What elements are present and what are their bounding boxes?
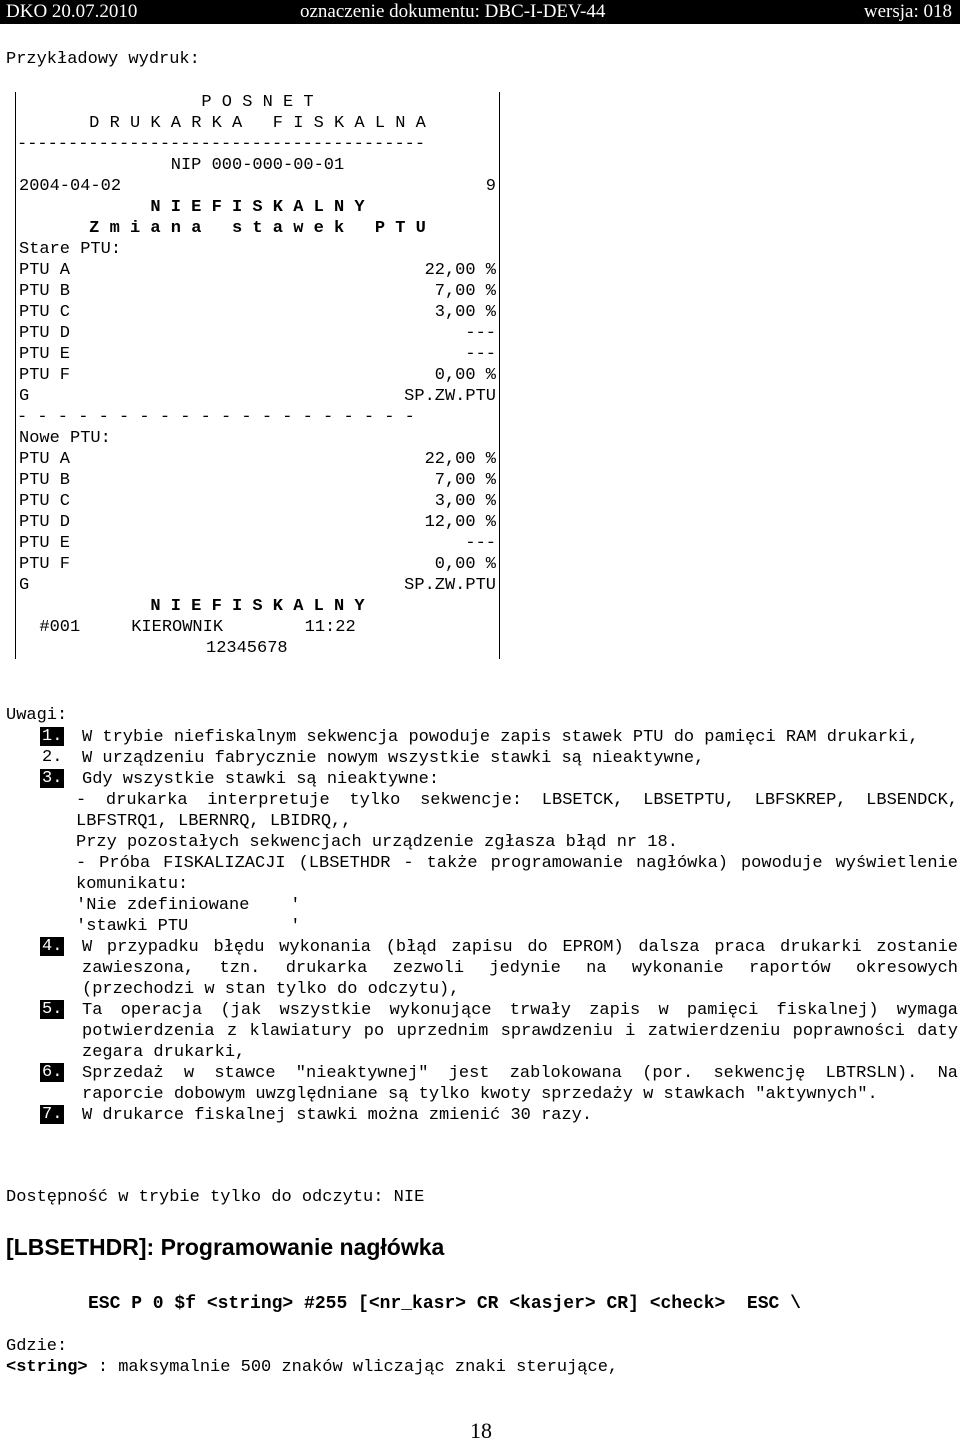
ptu-name: PTU F [19, 555, 71, 574]
ptu-row [15, 491, 500, 512]
ptu-name: PTU C [19, 492, 71, 511]
note-subtext: - drukarka interpretuje tylko sekwencje: LBSETCK, LBSETPTU, LBFSKREP, LBSENDCK, LBFSTRQ1, LBERNRQ, LBIDRQ,, [76, 791, 958, 831]
receipt-line [15, 176, 500, 197]
ptu-row [15, 386, 500, 407]
note-number: 4. [42, 937, 63, 956]
ptu-name: PTU D [19, 513, 71, 532]
ptu-value: --- [465, 345, 496, 364]
ptu-row [15, 365, 500, 386]
note-text: W drukarce fiskalnej stawki można zmienić 30 razy. [82, 1106, 593, 1125]
note-item [0, 937, 960, 1000]
note-number: 2. [42, 748, 63, 767]
ptu-name: G [19, 576, 30, 595]
parameter-name: <string> [6, 1358, 88, 1377]
note-number: 6. [42, 1063, 63, 1082]
receipt-line [15, 197, 500, 218]
receipt-line [15, 596, 500, 617]
note-item [0, 769, 960, 937]
ptu-value: 7,00 % [434, 471, 496, 490]
ptu-name: PTU B [19, 471, 71, 490]
note-text: W urządzeniu fabrycznie nowym wszystkie stawki są nieaktywne, [82, 749, 705, 768]
note-subtext: - Próba FISKALIZACJI (LBSETHDR - także programowanie nagłówka) powoduje wyświetlenie komunikatu: [76, 854, 958, 894]
note-text: W trybie niefiskalnym sekwencja powoduje zapis stawek PTU do pamięci RAM drukarki, [82, 728, 919, 747]
note-text: Sprzedaż w stawce "nieaktywnej" jest zablokowana (por. sekwencję LBTRSLN). Na raporcie dobowym uwzględniane są tylko kwoty sprzedaży w stawkach "aktywnych". [82, 1064, 958, 1104]
ptu-value: 7,00 % [434, 282, 496, 301]
ptu-value: 12,00 % [424, 513, 496, 532]
receipt-change-title: Z m i a n a s t a w e k P T U [89, 219, 426, 238]
receipt-printout [15, 92, 500, 659]
receipt-line [15, 407, 500, 428]
receipt-line [15, 617, 500, 638]
ptu-row [15, 260, 500, 281]
receipt-separator: ---------------------------------------- [17, 135, 426, 154]
ptu-row [15, 449, 500, 470]
page-header [0, 0, 960, 24]
receipt-line [15, 92, 500, 113]
ptu-row [15, 512, 500, 533]
note-number: 3. [42, 769, 63, 788]
ptu-row [15, 302, 500, 323]
note-item [0, 1063, 960, 1105]
ptu-value: 0,00 % [434, 555, 496, 574]
receipt-line [15, 155, 500, 176]
receipt-cashier-line: #001 KIEROWNIK 11:22 [19, 618, 356, 637]
ptu-name: PTU A [19, 450, 71, 469]
ptu-value: 0,00 % [434, 366, 496, 385]
ptu-value: --- [465, 324, 496, 343]
notes-list [0, 727, 960, 1126]
header-date: DKO 20.07.2010 [6, 1, 138, 22]
note-item [0, 1105, 960, 1126]
page-number: 18 [470, 1418, 492, 1443]
ptu-value: 3,00 % [434, 303, 496, 322]
receipt-line [15, 218, 500, 239]
dash-separator: - - - - - - - - - - - - - - - - - - - - [17, 408, 426, 427]
header-version: wersja: 018 [863, 1, 952, 22]
note-number: 5. [42, 1000, 63, 1019]
ptu-name: PTU E [19, 534, 71, 553]
ptu-name: G [19, 387, 30, 406]
header-document-id: oznaczenie dokumentu: DBC-I-DEV-44 [300, 1, 606, 22]
ptu-row [15, 554, 500, 575]
string-parameter [6, 1358, 618, 1377]
receipt-title: P O S N E T [201, 93, 314, 112]
ptu-value: --- [465, 534, 496, 553]
note-item [0, 1000, 960, 1063]
parameter-description: : maksymalnie 500 znaków wliczając znaki sterujące, [87, 1358, 619, 1377]
receipt-nonfiscal-footer: N I E F I S K A L N Y [150, 597, 365, 616]
note-text: Gdy wszystkie stawki są nieaktywne: [82, 770, 440, 789]
note-item [0, 727, 960, 748]
note-number: 7. [42, 1105, 63, 1124]
note-item [0, 748, 960, 769]
ptu-row [15, 323, 500, 344]
note-text: Ta operacja (jak wszystkie wykonujące trwały zapis w pamięci fiskalnej) wymaga potwierdzenia z klawiatury po uprzednim sprawdzeniu i zatwierdzeniu poprawności daty zegara drukarki, [82, 1001, 958, 1062]
ptu-name: PTU A [19, 261, 71, 280]
ptu-value: SP.ZW.PTU [404, 576, 496, 595]
intro-text: Przykładowy wydruk: [6, 50, 200, 69]
ptu-name: PTU C [19, 303, 71, 322]
receipt-subtitle: D R U K A R K A F I S K A L N A [89, 114, 426, 133]
ptu-value: 22,00 % [424, 450, 496, 469]
receipt-serial: 12345678 [206, 639, 288, 658]
notes-title: Uwagi: [6, 706, 68, 725]
receipt-line [15, 428, 500, 449]
section-heading: [LBSETHDR]: Programowanie nagłówka [6, 1234, 445, 1260]
receipt-line [15, 239, 500, 260]
note-number: 1. [42, 727, 63, 746]
availability-note: Dostępność w trybie tylko do odczytu: NIE [6, 1188, 425, 1207]
receipt-date: 2004-04-02 [19, 177, 122, 196]
ptu-name: PTU F [19, 366, 71, 385]
ptu-name: PTU E [19, 345, 71, 364]
ptu-value: 22,00 % [424, 261, 496, 280]
ptu-row [15, 344, 500, 365]
receipt-line [15, 638, 500, 659]
receipt-line [15, 113, 500, 134]
receipt-nip: NIP 000-000-00-01 [170, 156, 345, 175]
receipt-nonfiscal: N I E F I S K A L N Y [150, 198, 365, 217]
receipt-number: 9 [485, 177, 496, 196]
ptu-value: 3,00 % [434, 492, 496, 511]
where-label: Gdzie: [6, 1337, 68, 1356]
note-text: W przypadku błędu wykonania (błąd zapisu do EPROM) dalsza praca drukarki zostanie zawieszona, tzn. drukarka zezwoli jedynie na wykonanie raportów okresowych (przechodzi w stan tylko do odczytu), [82, 938, 958, 999]
ptu-row [15, 575, 500, 596]
note-subtext: Przy pozostałych sekwencjach urządzenie zgłasza błąd nr 18. [76, 833, 678, 852]
ptu-value: SP.ZW.PTU [404, 387, 496, 406]
note-subtext: 'Nie zdefiniowane ' [76, 896, 301, 915]
ptu-row [15, 533, 500, 554]
ptu-row [15, 470, 500, 491]
old-ptu-label: Stare PTU: [19, 240, 122, 259]
ptu-name: PTU B [19, 282, 71, 301]
command-syntax: ESC P 0 $f <string> #255 [<nr_kasr> CR <kasjer> CR] <check> ESC \ [88, 1294, 801, 1314]
new-ptu-label: Nowe PTU: [19, 429, 111, 448]
ptu-name: PTU D [19, 324, 71, 343]
ptu-row [15, 281, 500, 302]
note-subtext: 'stawki PTU ' [76, 917, 301, 936]
receipt-line [15, 134, 500, 155]
